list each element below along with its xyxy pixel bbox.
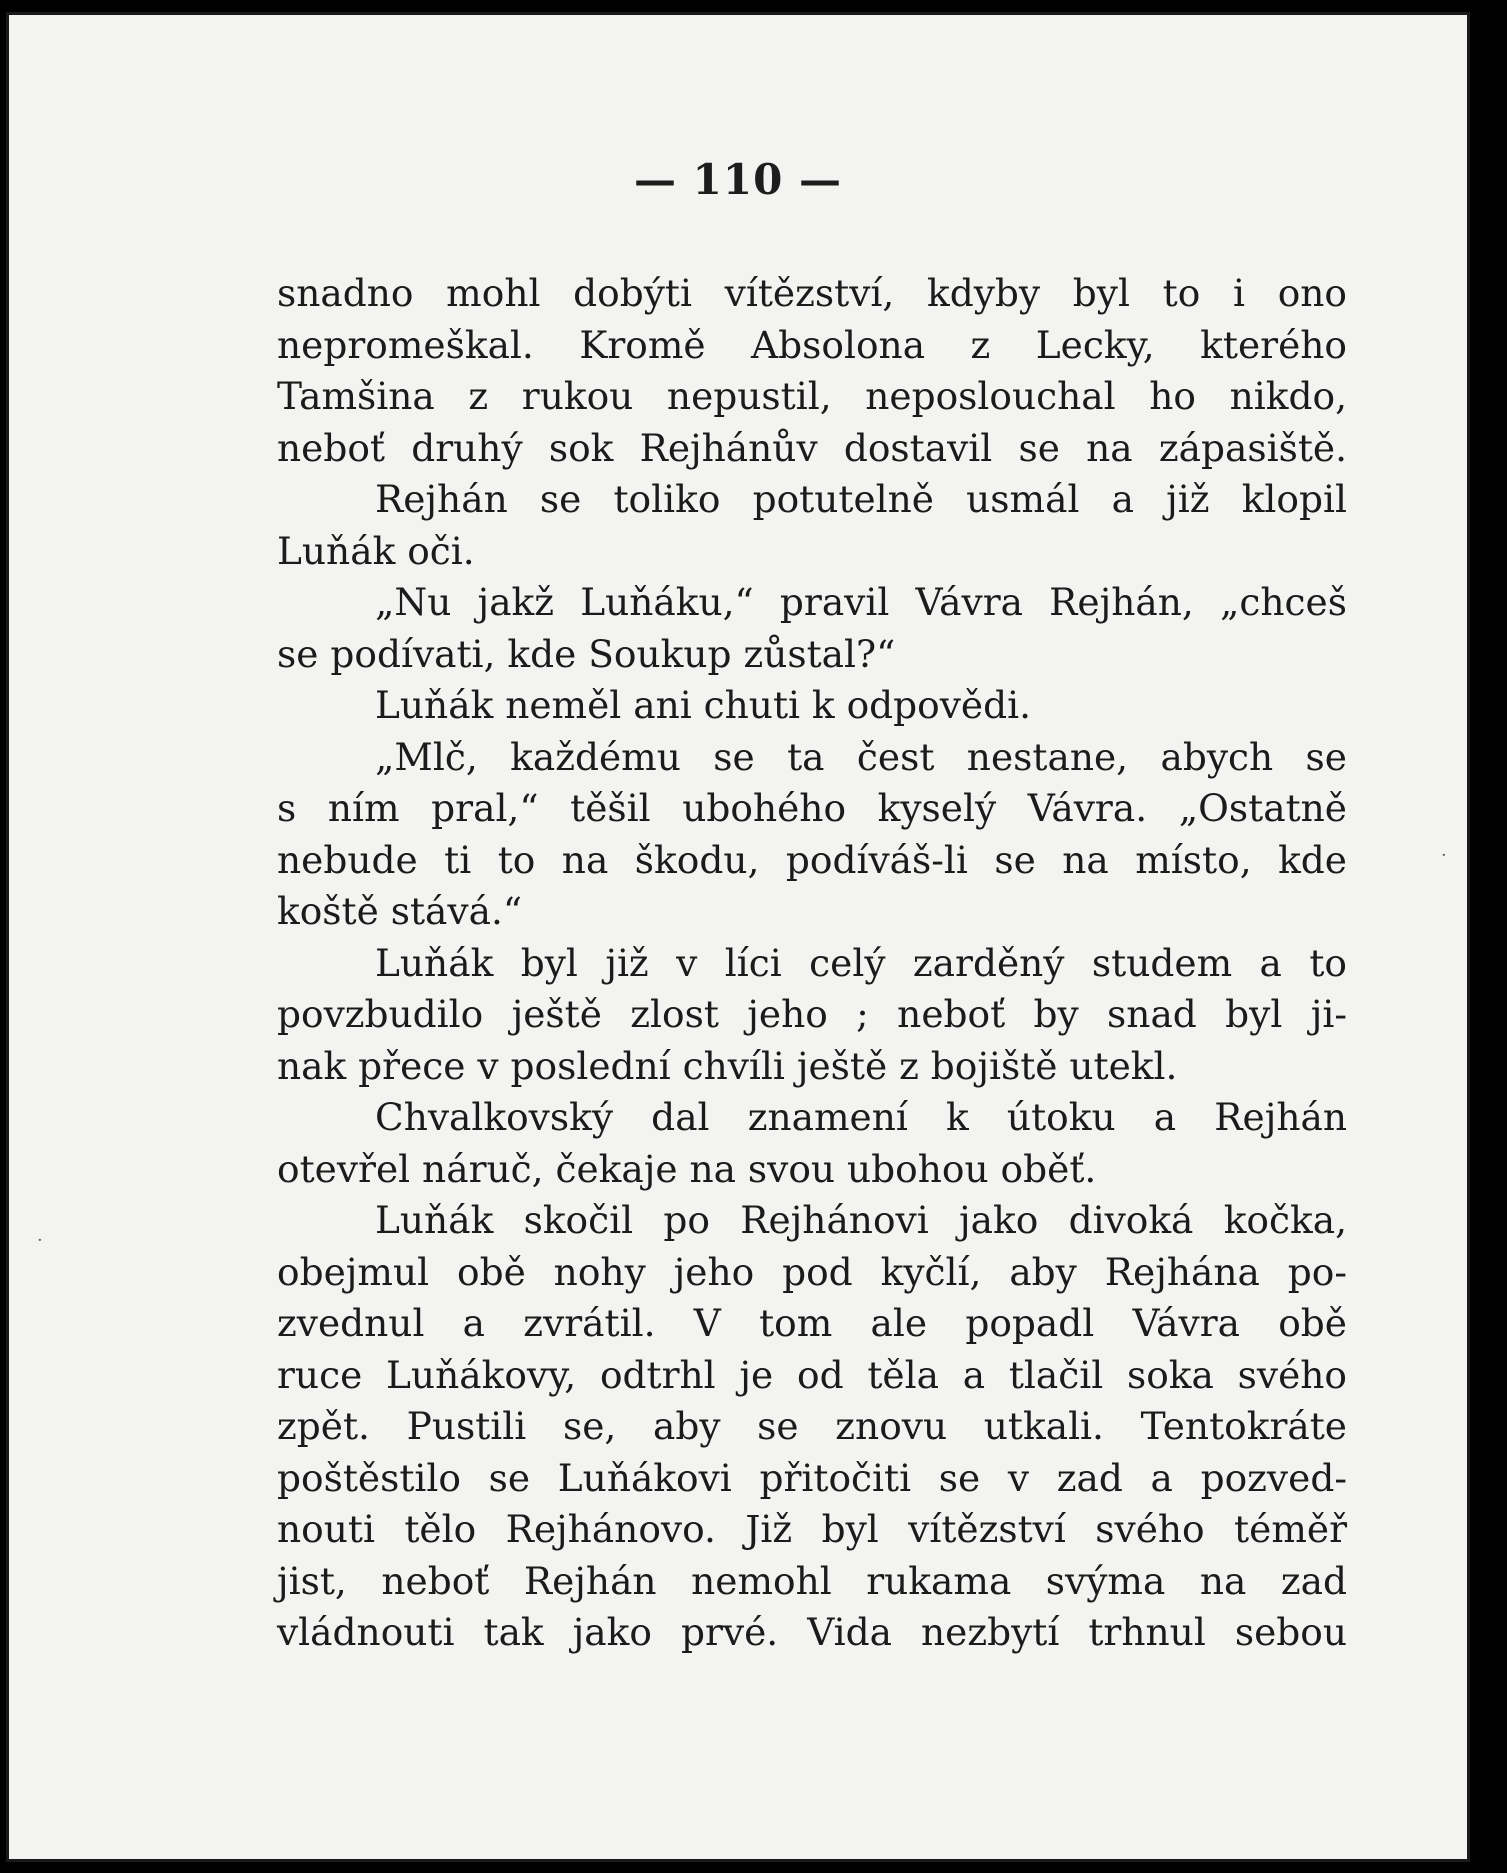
text-line: Luňák byl již v líci celý zarděný studem a to [375,940,1347,985]
print-speck: · [37,1230,43,1251]
text-line: jist, neboť Rejhán nemohl rukama svýma na zad [277,1558,1347,1603]
text-line: Tamšina z rukou nepustil, neposlouchal ho nikdo, [277,374,1347,418]
text-line: „Mlč, každému se ta čest nestane, abych se [375,734,1347,779]
text-line: nak přece v poslední chvíli ještě z bojiště utekl. [277,1043,1178,1088]
text-line: Rejhán se toliko potutelně usmál a již klopil [375,477,1347,521]
text-line: Luňák neměl ani chuti k odpovědi. [375,683,1032,727]
text-line: zpět. Pustili se, aby se znovu utkali. Tentokráte [277,1404,1347,1448]
text-line: koště stává.“ [277,889,523,933]
print-speck: · [1441,845,1447,866]
text-line: s ním pral,“ těšil ubohého kyselý Vávra. „Ostatně [277,786,1347,830]
text-line: snadno mohl dobýti vítězství, kdyby byl to i ono [277,271,1347,315]
text-line: Luňák skočil po Rejhánovi jako divoká kočka, [375,1198,1347,1242]
text-line: nebude ti to na škodu, podíváš-li se na místo, kde [277,837,1347,882]
text-line: otevřel náruč, čekaje na svou ubohou oběť. [277,1146,1097,1191]
text-line: vládnouti tak jako prvé. Vida nezbytí trhnul sebou [277,1610,1347,1654]
text-line: Chvalkovský dal znamení k útoku a Rejhán [375,1095,1347,1139]
body-text [277,268,1347,1659]
text-line: se podívati, kde Soukup zůstal?“ [277,631,896,676]
text-line: nepromeškal. Kromě Absolona z Lecky, kterého [277,322,1347,367]
page-number: — 110 — [634,155,842,204]
text-line: poštěstilo se Luňákovi přitočiti se v zad a pozved- [277,1455,1347,1500]
text-line: Luňák oči. [277,528,475,573]
text-line: „Nu jakž Luňáku,“ pravil Vávra Rejhán, „chceš [375,580,1347,624]
text-line: ruce Luňákovy, odtrhl je od těla a tlačil soka svého [277,1352,1347,1397]
book-page [6,12,1470,1862]
text-line: neboť druhý sok Rejhánův dostavil se na zápasiště. [277,425,1347,470]
text-line: obejmul obě nohy jeho pod kyčlí, aby Rejhána po- [277,1249,1347,1294]
text-line: povzbudilo ještě zlost jeho ; neboť by snad byl ji- [277,992,1347,1036]
text-line: zvednul a zvrátil. V tom ale popadl Vávra obě [277,1301,1347,1345]
text-line: nouti tělo Rejhánovo. Již byl vítězství svého téměř [277,1507,1347,1551]
